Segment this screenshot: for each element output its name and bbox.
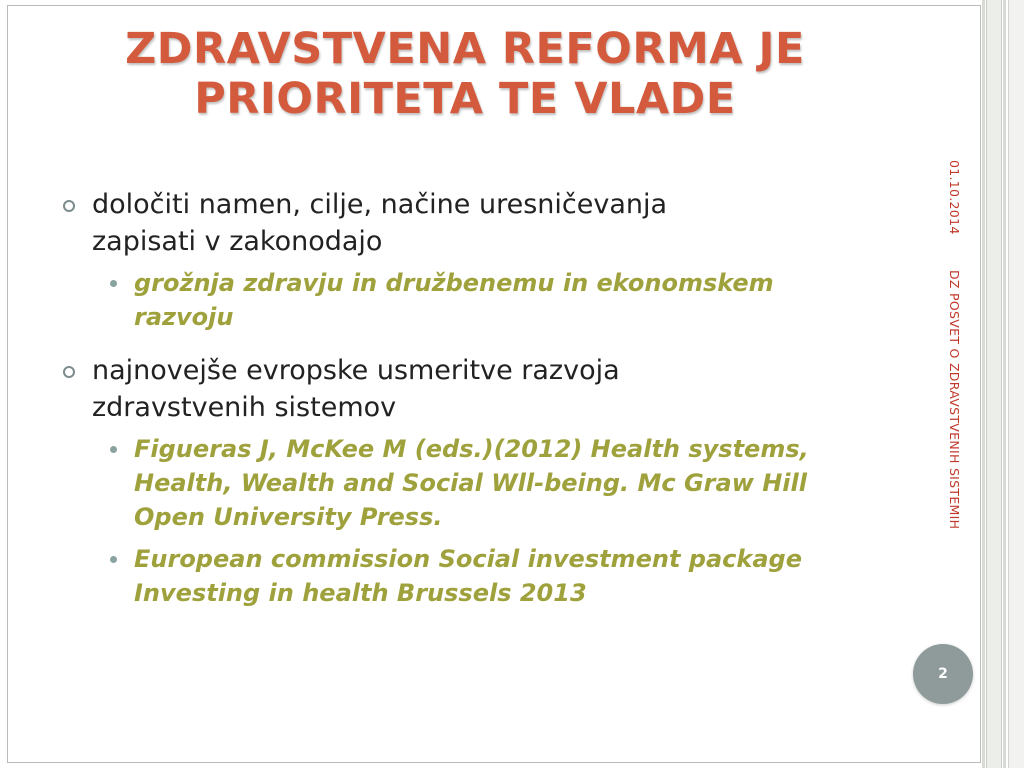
sub-bullet-text-line: Figueras J, McKee M (eds.)(2012) Health systems, (134, 435, 809, 463)
title-line: PRIORITETA TE VLADE (194, 74, 736, 124)
date-text: 01.10.2014 (947, 160, 962, 235)
sub-bullet-text-line: Open University Press. (134, 503, 443, 531)
sub-bullet-text-line: Investing in health Brussels 2013 (134, 579, 587, 607)
decor-stripe (986, 0, 1002, 768)
slide-content (60, 186, 890, 618)
sub-bullet-text-line: grožnja zdravju in družbenemu in ekonomskem (134, 269, 774, 297)
sub-bullet-item (134, 542, 874, 610)
bullet-text-line: določiti namen, cilje, načine uresničevanja (92, 189, 668, 220)
ring-bullet-icon (63, 366, 75, 378)
decor-stripe (1003, 0, 1006, 768)
slide-title (20, 24, 910, 124)
decor-stripe (982, 0, 985, 768)
sub-bullet-item (134, 266, 874, 334)
dot-bullet-icon (110, 556, 117, 563)
sub-bullet-item (134, 432, 874, 534)
slide-footer (947, 270, 977, 590)
sub-bullet-text-line: Health, Wealth and Social Wll-being. Mc Graw Hill (134, 469, 807, 497)
dot-bullet-icon (110, 446, 117, 453)
title-line: ZDRAVSTVENA REFORMA JE (125, 24, 805, 74)
ring-bullet-icon (63, 200, 75, 212)
slide-date (947, 160, 977, 250)
footer-text: DZ POSVET O ZDRAVSTVENIH SISTEMIH (947, 270, 962, 530)
bullet-text-line: najnovejše evropske usmeritve razvoja (92, 355, 620, 386)
sub-bullet-text-line: razvoju (134, 303, 234, 331)
bullet-text-line: zdravstvenih sistemov (92, 392, 397, 423)
dot-bullet-icon (110, 280, 117, 287)
page-number: 2 (938, 666, 948, 682)
bullet-text-line: zapisati v zakonodajo (92, 226, 383, 257)
page-number-badge (913, 644, 973, 704)
bullet-item (60, 352, 890, 426)
decor-stripe (1008, 0, 1024, 768)
sub-bullet-text-line: European commission Social investment package (134, 545, 802, 573)
bullet-item (60, 186, 890, 260)
